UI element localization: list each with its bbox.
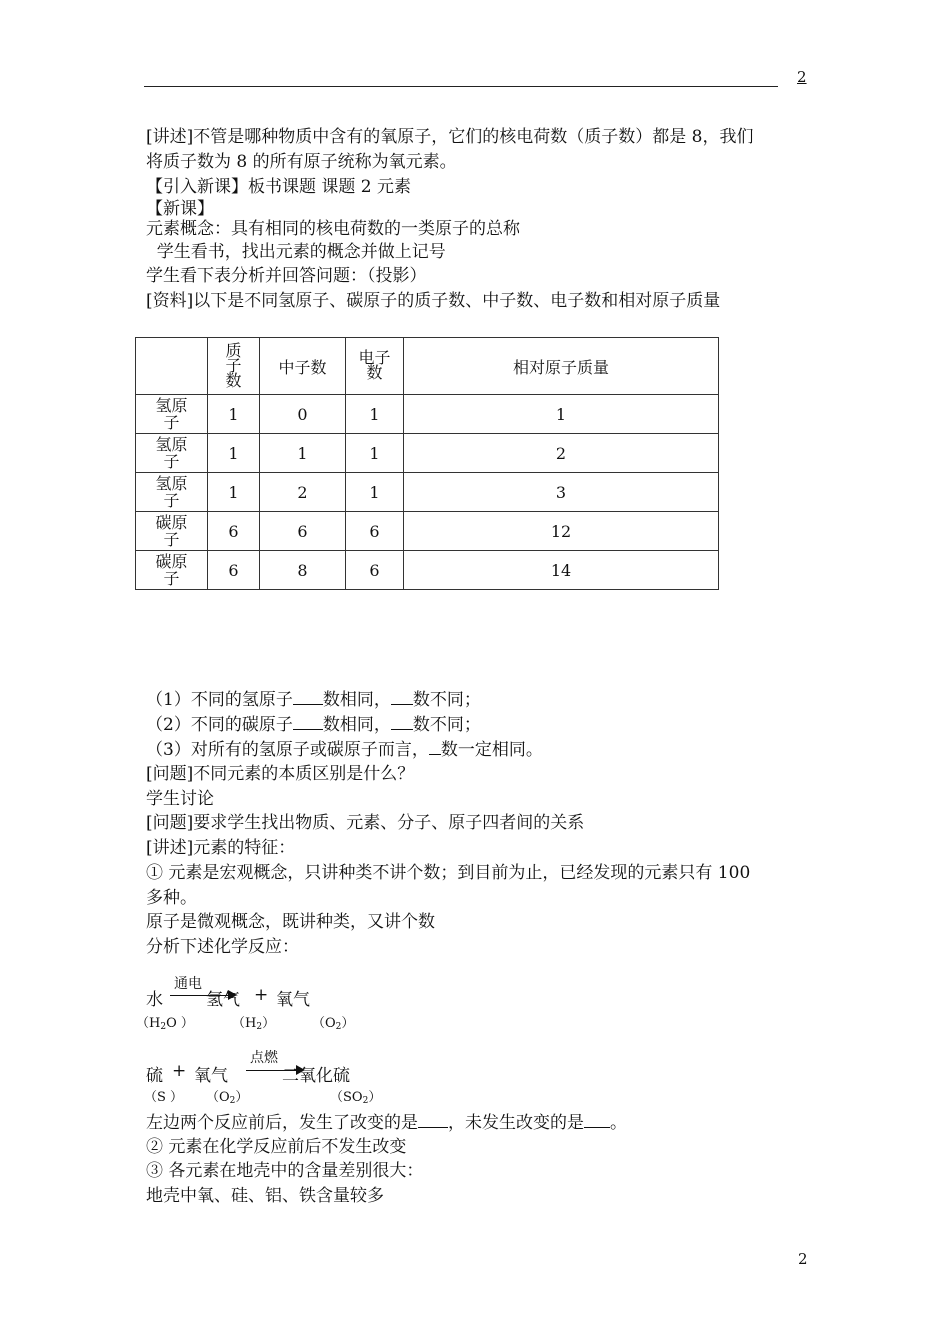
table-cell: 6 — [208, 512, 260, 551]
table-cell: 1 — [208, 395, 260, 434]
formula-oxygen: $(O_2)$ — [206, 1090, 249, 1106]
header-page-number: 2 — [797, 68, 807, 86]
condition-ignite: 点燃 — [250, 1050, 278, 1066]
table-cell: 1 — [404, 395, 719, 434]
row-label: 氢原子 — [155, 434, 188, 471]
plus-sign: + — [254, 985, 269, 1005]
intro-line-8: [资料]以下是不同氢原子、碳原子的质子数、中子数、电子数和相对原子质量 — [146, 291, 721, 311]
intro-line-4: 【新课】 — [146, 199, 214, 219]
problem-2: [问题]要求学生找出物质、元素、分子、原子四者间的关系 — [146, 813, 585, 833]
table-header-cell — [136, 338, 208, 395]
condition-electrolysis: 通电 — [174, 976, 202, 992]
footer-page-number: 2 — [798, 1250, 808, 1268]
conclusion-3: ③ 各元素在地壳中的含量差别很大： — [146, 1161, 424, 1181]
table-cell: 6 — [260, 512, 346, 551]
formula-sulfur: （S ） — [144, 1090, 184, 1105]
table-row — [136, 512, 719, 551]
row-label: 碳原子 — [155, 512, 188, 549]
question-3: （3）对所有的氢原子或碳原子而言， 数一定相同。 — [146, 740, 543, 760]
intro-line-2: 将质子数为 8 的所有原子统称为氧元素。 — [146, 152, 457, 172]
row-label: 碳原子 — [155, 551, 188, 588]
product-sulfur-dioxide: 二氧化硫 — [282, 1066, 350, 1086]
table-cell: 6 — [346, 512, 404, 551]
atom-data-table — [135, 337, 719, 590]
header-protons: 质子数 — [225, 340, 242, 390]
formula-water: （$H_2O$ ） — [136, 1016, 194, 1032]
table-header-cell: 中子数 — [260, 338, 346, 395]
intro-line-7: 学生看下表分析并回答问题：（投影） — [146, 266, 427, 286]
table-cell: 8 — [260, 551, 346, 590]
table-row — [136, 395, 719, 434]
student-discussion: 学生讨论 — [146, 789, 214, 809]
feature-1: ① 元素是宏观概念，只讲种类不讲个数；到目前为止，已经发现的元素只有 100 — [146, 863, 751, 883]
table-cell: 6 — [208, 551, 260, 590]
header-rule — [144, 86, 778, 87]
row-label: 氢原子 — [155, 395, 188, 432]
table-header-cell — [346, 338, 404, 395]
reactant-oxygen: 氧气 — [194, 1066, 228, 1086]
question-1: （1）不同的氢原子 数相同， 数不同； — [146, 690, 481, 710]
question-2: （2）不同的碳原子 数相同， 数不同； — [146, 715, 481, 735]
table-cell: 12 — [404, 512, 719, 551]
table-cell: 1 — [346, 473, 404, 512]
table-header-cell — [208, 338, 260, 395]
intro-line-1: [讲述]不管是哪种物质中含有的氧原子，它们的核电荷数（质子数）都是 8，我们 — [146, 127, 754, 147]
feature-1-cont: 多种。 — [146, 888, 197, 908]
header-electrons: 电子数 — [358, 348, 391, 382]
table-cell — [136, 434, 208, 473]
table-row — [136, 473, 719, 512]
table-cell: 6 — [346, 551, 404, 590]
table-cell: 14 — [404, 551, 719, 590]
plus-sign: + — [172, 1061, 187, 1081]
formula-oxygen: $(O_2)$ — [312, 1016, 355, 1032]
table-cell — [136, 551, 208, 590]
table-cell: 1 — [208, 434, 260, 473]
table-cell: 2 — [404, 434, 719, 473]
conclusion-4: 地壳中氧、硅、铝、铁含量较多 — [146, 1186, 384, 1206]
table-cell: 3 — [404, 473, 719, 512]
formula-hydrogen: $(H_2)$ — [232, 1016, 276, 1032]
reactant-sulfur: 硫 — [146, 1066, 163, 1086]
formula-sulfur-dioxide: $(SO_2)$ — [330, 1090, 382, 1106]
table-row — [136, 551, 719, 590]
row-label: 氢原子 — [155, 473, 188, 510]
product-hydrogen: 氢气 — [206, 990, 240, 1010]
table-cell: 1 — [346, 395, 404, 434]
atom-concept: 原子是微观概念，既讲种类，又讲个数 — [146, 912, 435, 932]
table-cell: 2 — [260, 473, 346, 512]
analyze-reactions: 分析下述化学反应： — [146, 937, 299, 957]
table-cell: 1 — [260, 434, 346, 473]
table-header-cell: 相对原子质量 — [404, 338, 719, 395]
lecture-features: [讲述]元素的特征： — [146, 838, 296, 858]
table-cell: 1 — [208, 473, 260, 512]
table-header-row — [136, 338, 719, 395]
table-cell: 1 — [346, 434, 404, 473]
intro-line-5: 元素概念：具有相同的核电荷数的一类原子的总称 — [146, 219, 520, 239]
product-oxygen: 氧气 — [276, 990, 310, 1010]
table-cell: 0 — [260, 395, 346, 434]
table-cell — [136, 473, 208, 512]
conclusion-2: ② 元素在化学反应前后不发生改变 — [146, 1137, 407, 1157]
reactant-water: 水 — [146, 990, 163, 1010]
table-cell — [136, 395, 208, 434]
intro-line-3: 【引入新课】板书课题 课题 2 元素 — [146, 177, 412, 197]
table-cell — [136, 512, 208, 551]
problem-1: [问题]不同元素的本质区别是什么？ — [146, 764, 415, 784]
intro-line-6: 学生看书，找出元素的概念并做上记号 — [146, 242, 446, 262]
table-row — [136, 434, 719, 473]
conclusion-1: 左边两个反应前后，发生了改变的是 ，未发生改变的是 。 — [146, 1113, 627, 1133]
